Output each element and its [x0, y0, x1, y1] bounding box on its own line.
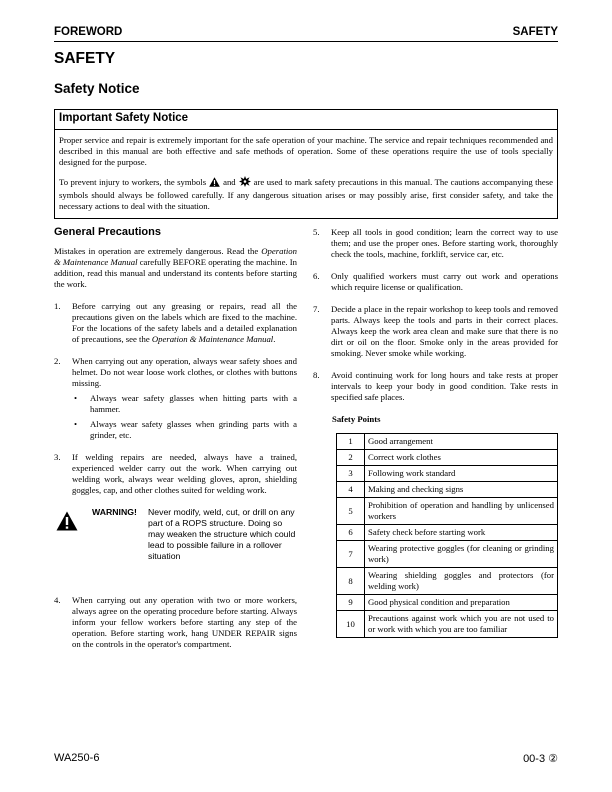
notice-paragraph-2: [59, 176, 553, 212]
warning-label: WARNING!: [92, 507, 137, 517]
general-intro: Mistakes in operation are extremely dangerous. Read the Operation & Maintenance Manual carefully BEFORE operating the machine. In addition, read this manual and understand its contents before starting the work.: [54, 246, 298, 289]
header-topic: SAFETY: [512, 26, 558, 38]
footer-model: WA250-6: [54, 752, 100, 764]
bullet-item: • Always wear safety glasses when grinding parts with a grinder, etc.: [74, 419, 297, 440]
rops-warning: [54, 507, 297, 581]
section-title: Safety Notice: [54, 81, 140, 96]
precaution-item: 3. If welding repairs are needed, always have a trained, experienced welder carry out the work. When carrying out welding work, always wear welding gloves, apron, shielding goggles, cap, and other clothes suited for welding work.: [54, 452, 297, 495]
notice-paragraph-1: Proper service and repair is extremely important for the safe operation of your machine. The service and repair techniques recommended and described in this manual are both effective and safe methods of operation. Some of these operations require the use of tools specially designed for the purpose.: [59, 135, 553, 167]
important-safety-notice-box: [54, 109, 558, 219]
precaution-item: 8. Avoid continuing work for long hours and take rests at proper intervals to keep your body in good condition. Take rests in specified safe places.: [313, 370, 558, 402]
table-row: 5 Prohibition of operation and handling by unlicensed workers: [337, 498, 558, 525]
left-column: [54, 227, 297, 661]
precaution-item: 2. When carrying out any operation, always wear safety shoes and helmet. Do not wear loose work clothes, or clothes with buttons missing. • Always wear safety glasses when hitting parts with a hammer. • Always wear safety glasses when grinding parts with a grinder, etc.: [54, 356, 297, 440]
notice-body: [55, 130, 557, 212]
footer-page-number: 00-3 ②: [523, 753, 558, 765]
notice-p2-start: To prevent injury to workers, the symbols: [59, 177, 207, 187]
notice-title: Important Safety Notice: [55, 110, 557, 130]
safety-points-table: [336, 433, 558, 638]
precaution-item: 4. When carrying out any operation with two or more workers, always agree on the operating procedure before starting. Always inform your fellow workers before starting any step of the operation. Before starting work, hang UNDER REPAIR signs on the controls in the operator's compartment.: [54, 595, 297, 649]
table-row: 3 Following work standard: [337, 466, 558, 482]
precaution-item: 7. Decide a place in the repair workshop to keep tools and removed parts. Always keep the tools and parts in their correct places. Always keep the work area clean and make sure that there is no dirt or oil on the floor. Smoke only in the areas provided for smoking. Never smoke while working.: [313, 304, 558, 358]
table-row: 4 Making and checking signs: [337, 482, 558, 498]
precaution-item: 6. Only qualified workers must carry out work and operations which require license or qualification.: [313, 271, 558, 292]
caution-burst-icon: [239, 176, 251, 190]
bullet-item: • Always wear safety glasses when hitting parts with a hammer.: [74, 393, 297, 414]
table-row: 10 Precautions against work which you are not used to or work with which you are too familiar: [337, 611, 558, 638]
table-row: 2 Correct work clothes: [337, 450, 558, 466]
table-row: 6 Safety check before starting work: [337, 525, 558, 541]
header-section: FOREWORD: [54, 26, 123, 38]
notice-p2-end: are used to mark safety precautions in this manual. The cautions accompanying these symbols should always be followed carefully. If any dangerous situation arises or may possibly arise, first consider safety, and take the necessary actions to deal with the situation.: [59, 177, 553, 211]
table-row: 7 Wearing protective goggles (for cleaning or grinding work): [337, 541, 558, 568]
safety-points-title: Safety Points: [332, 414, 381, 424]
manual-reference: Operation & Maintenance Manual: [54, 246, 297, 267]
right-column: [313, 227, 558, 638]
page-title: SAFETY: [54, 50, 116, 67]
precaution-item: 5. Keep all tools in good condition; learn the correct way to use them; and use the proper ones. Before starting work, thoroughly check the tools, machine, forklift, service car, etc.: [313, 227, 558, 259]
precaution-item: 1. Before carrying out any greasing or repairs, read all the precautions given on the labels which are fixed to the machine. For the locations of the safety labels and a detailed explanation of precautions, see the Operation & Maintenance Manual.: [54, 301, 297, 344]
table-row: 9 Good physical condition and preparation: [337, 595, 558, 611]
table-row: 1 Good arrangement: [337, 434, 558, 450]
warning-text: Never modify, weld, cut, or drill on any part of a ROPS structure. Doing so may weaken the structure which could lead to possible failure in a rollover situation: [148, 507, 296, 561]
warning-triangle-icon: [209, 177, 220, 190]
page-header: [54, 26, 558, 42]
warning-triangle-icon: [56, 511, 78, 534]
general-precautions-title: General Precautions: [54, 226, 161, 238]
notice-p2-and: and: [223, 177, 236, 187]
table-row: 8 Wearing shielding goggles and protectors (for welding work): [337, 568, 558, 595]
